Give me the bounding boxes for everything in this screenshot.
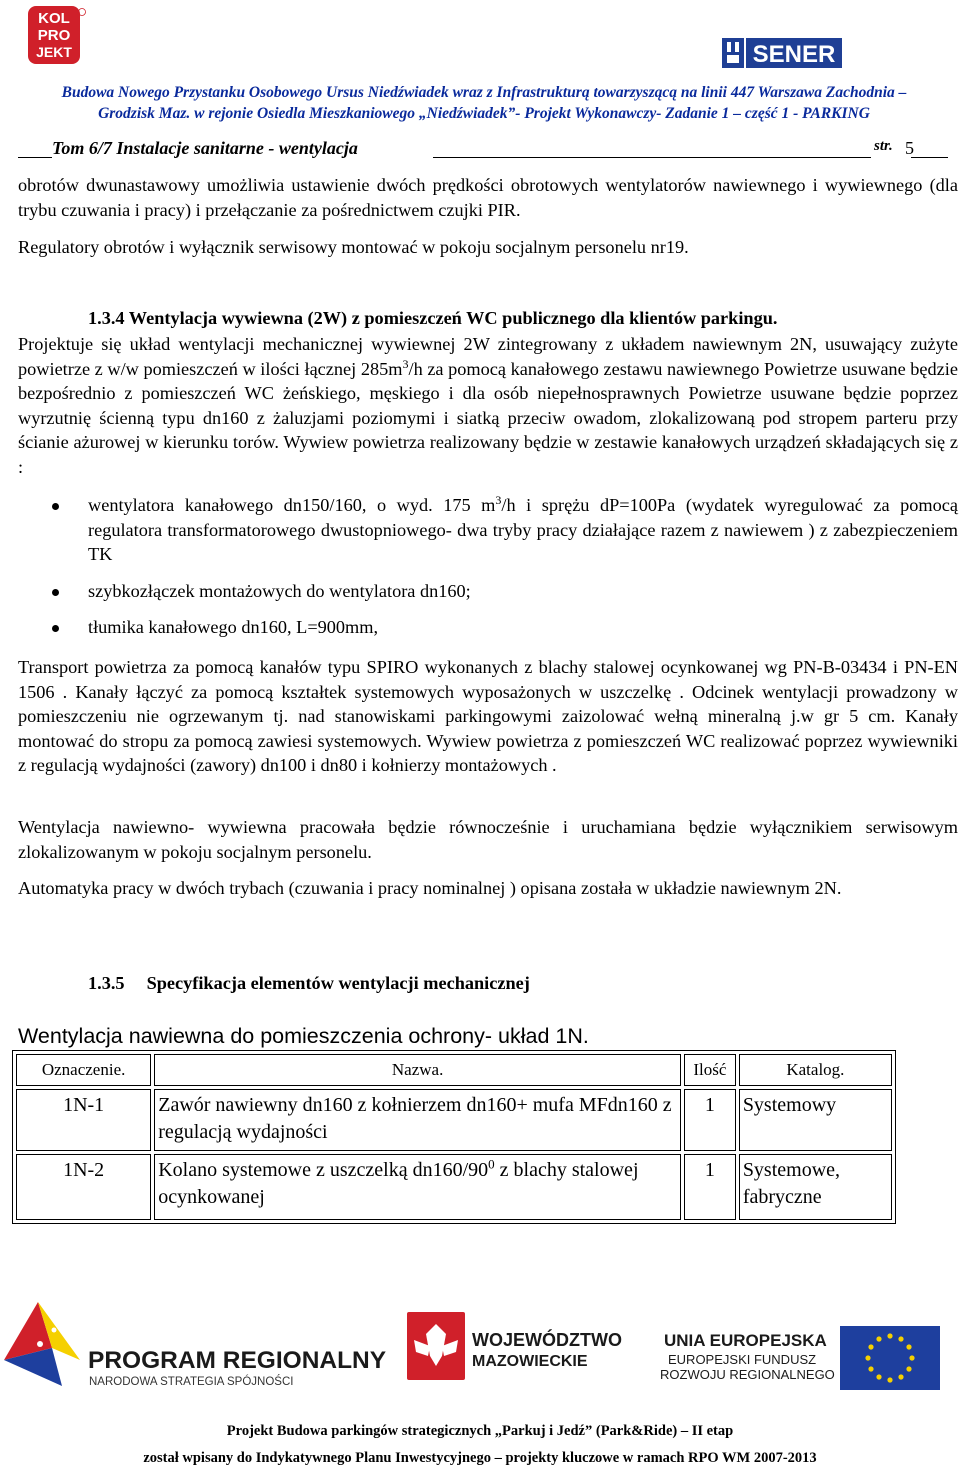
- eu-line-2: EUROPEJSKI FUNDUSZ: [668, 1352, 817, 1367]
- voivodeship-line-2: MAZOWIECKIE: [472, 1353, 588, 1370]
- voivodeship-line-1: WOJEWÓDZTWO: [472, 1330, 622, 1350]
- section-title: Specyfikacja elementów wentylacji mechanicznej: [146, 973, 530, 993]
- footer-logos: [0, 1300, 960, 1410]
- cell-name-part-a: Kolano systemowe z uszczelką dn160/90: [158, 1159, 489, 1181]
- page-number: 5: [905, 138, 914, 158]
- footer-line-2: został wpisany do Indykatywnego Planu Inwestycyjnego – projekty kluczowe w ramach RPO WM 2007-2013: [143, 1450, 817, 1466]
- section-heading-1-3-5: [88, 973, 530, 994]
- cell-qty: 1: [684, 1154, 736, 1220]
- table-title: Wentylacja nawiewna do pomieszczenia ochrony- układ 1N.: [18, 1024, 589, 1048]
- superscript-0: 0: [488, 1156, 495, 1172]
- section-number: 1.3.5: [88, 973, 125, 993]
- volume-title: Tom 6/7 Instalacje sanitarne - wentylacja: [52, 138, 358, 158]
- cell-qty: 1: [684, 1089, 736, 1151]
- cell-name: Zawór nawiewny dn160 z kołnierzem dn160+ mufa MFdn160 z regulacją wydajności: [154, 1089, 681, 1151]
- header-project-line-1: Budowa Nowego Przystanku Osobowego Ursus Niedźwiadek wraz z Infrastrukturą towarzyszącą na linii 447 Warszawa Zachodnia –: [61, 84, 907, 101]
- cell-name-part-b: z blachy stalowej ocynkowanej: [158, 1159, 639, 1208]
- header-code: Oznaczenie.: [16, 1054, 151, 1086]
- list-item-silencer: tłumika kanałowego dn160, L=900mm,: [88, 617, 379, 638]
- header-catalog: Katalog.: [739, 1054, 892, 1086]
- specification-table: [12, 1050, 896, 1224]
- header-qty: Ilość: [684, 1054, 736, 1086]
- paragraph-exhaust-part-a: Projektuje się układ wentylacji mechanicznej wywiewnej 2W zintegrowany z układem nawiewnym 2N, usuwający zużyte powietrze z w/w pomieszczeń w ilości łącznej 285m: [18, 334, 958, 379]
- paragraph-speed-controller: obrotów dwunastawowy umożliwia ustawienie dwóch prędkości obrotowych wentylatorów nawiewnego i wywiewnego (dla trybu czuwania i pracy) i przełączanie za pośrednictwem czujki PIR.: [18, 175, 958, 220]
- program-regionalny-subtitle: NARODOWA STRATEGIA SPÓJNOŚCI: [89, 1376, 294, 1388]
- bullet-icon: [52, 625, 59, 632]
- eu-line-3: ROZWOJU REGIONALNEGO: [660, 1367, 835, 1382]
- cell-catalog: Systemowy: [739, 1089, 892, 1151]
- volume-line: [18, 138, 948, 160]
- eu-logo: [660, 1326, 940, 1390]
- list-item: [18, 493, 958, 567]
- sener-logo: [722, 38, 842, 68]
- paragraph-exhaust-part-b: /h za pomocą kanałowego zestawu nawiewnego Powietrze usuwane będzie bezpośrednio z pomieszczeń WC żeńskiego, męskiego i dla osób niepełnosprawnych Powietrze usuwane będzie poprzez wyrzutnię ścienną typu dn160 z żaluzjami poziomymi i siatką przeciw owadom, zlokalizowaną pod stropem parteru przy ścianie ażurowej w kierunku torów. Wywiew powietrza realizowany będzie w zestawie kanałowych urządzeń składających się z :: [18, 358, 958, 477]
- paragraph-automation: Automatyka pracy w dwóch trybach (czuwania i pracy nominalnej ) opisana została w układzie nawiewnym 2N.: [18, 878, 842, 898]
- superscript-3: 3: [495, 492, 502, 507]
- footer-line-1: Projekt Budowa parkingów strategicznych „Parkuj i Jedź” (Park&Ride) – II etap: [226, 1423, 734, 1439]
- program-regionalny-title: PROGRAM REGIONALNY: [88, 1347, 387, 1374]
- list-item-fan-b: /h i sprężu dP=100Pa (wydatek wyregulować za pomocą regulatora transformatorowego dwustopniowego- dwa tryby pracy działające razem z nawiewem ) z zabezpieczeniem TK: [88, 495, 958, 565]
- header-name: Nazwa.: [154, 1054, 681, 1086]
- superscript-3: 3: [402, 356, 409, 371]
- cell-name: [154, 1154, 681, 1220]
- bullet-icon: [52, 503, 59, 510]
- header-project-line-2: Grodzisk Maz. w rejonie Osiedla Mieszkaniowego „Niedźwiadek”- Projekt Wykonawczy- Zadanie 1 – część 1 - PARKING: [98, 105, 870, 122]
- page-label: str.: [874, 138, 893, 154]
- list-item-connectors: szybkozłączek montażowych do wentylatora dn160;: [88, 580, 471, 601]
- paragraph-simultaneous-operation: Wentylacja nawiewno- wywiewna pracowała będzie równocześnie i uruchamiana będzie wyłącznikiem serwisowym zlokalizowanym w pokoju socjalnym personelu.: [18, 817, 958, 862]
- list-item: [18, 579, 958, 604]
- list-item-fan-a: wentylatora kanałowego dn150/160, o wyd. 175 m: [88, 495, 496, 515]
- logo-kol-line-2: PRO: [37, 27, 71, 44]
- logo-kol-line-1: KOL: [38, 10, 70, 27]
- components-list: [18, 493, 958, 652]
- table-row: [16, 1154, 892, 1220]
- cell-code: 1N-2: [16, 1154, 151, 1220]
- program-regionalny-logo: [0, 1302, 386, 1388]
- cell-code: 1N-1: [16, 1089, 151, 1151]
- cell-catalog: Systemowe, fabryczne: [739, 1154, 892, 1220]
- paragraph-controllers-location: Regulatory obrotów i wyłącznik serwisowy montować w pokoju socjalnym personelu nr19.: [18, 237, 689, 257]
- paragraph-air-transport: Transport powietrza za pomocą kanałów typu SPIRO wykonanych z blachy stalowej ocynkowanej wg PN-B-03434 i PN-EN 1506 . Kanały łączyć za pomocą kształtek systemowych wyposażonych w uszczelkę . Odcinek wentylacji prowadzony w pomieszczeniu nie ogrzewanym tj. nad stanowiskami parkingowymi zaizolować wełną mineralną j.w gr 5 cm. Kanały montować do stropu za pomocą zawiesi systemowych. Wywiew powietrza z pomieszczeń WC realizować poprzez wywiewniki z regulacją wydajności (zawory) dn100 i dn80 i kołnierzy montażowych .: [18, 657, 958, 776]
- table-header-row: [16, 1054, 892, 1086]
- table-row: [16, 1089, 892, 1151]
- sener-logo-text: SENER: [752, 41, 836, 68]
- list-item: [18, 615, 958, 640]
- paragraph-exhaust-system: [18, 332, 958, 480]
- logo-kol-line-3: JEKT: [36, 44, 72, 60]
- mazowieckie-logo: [407, 1312, 622, 1380]
- eu-line-1: UNIA EUROPEJSKA: [664, 1331, 827, 1350]
- bullet-icon: [52, 589, 59, 596]
- kolprojekt-logo: [28, 6, 86, 64]
- section-heading-1-3-4: 1.3.4 Wentylacja wywiewna (2W) z pomieszczeń WC publicznego dla klientów parkingu.: [88, 308, 778, 328]
